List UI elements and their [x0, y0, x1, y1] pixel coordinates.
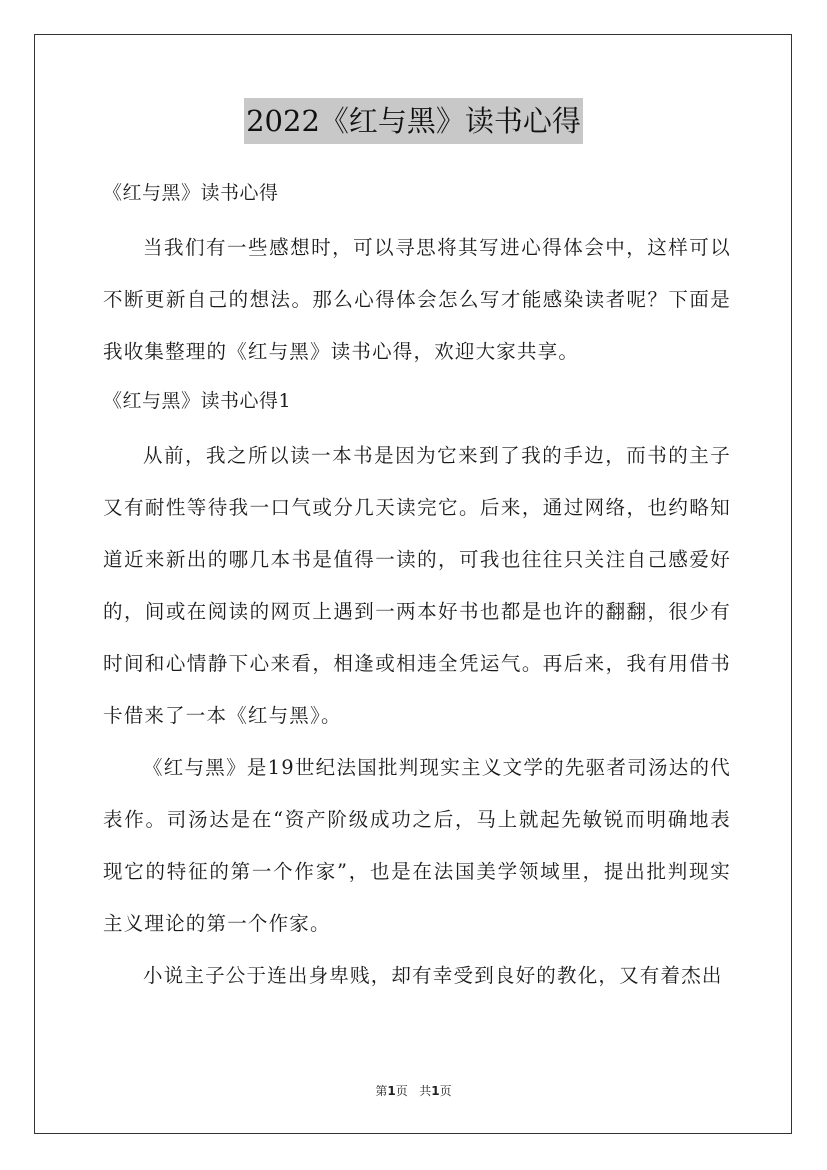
total-pages: 1: [431, 1084, 440, 1098]
page-number: 1: [387, 1084, 396, 1098]
body-paragraph: 小说主子公于连出身卑贱，却有幸受到良好的教化，又有着杰出: [143, 964, 723, 987]
document-body: [103, 170, 731, 1002]
section-heading: 《红与黑》读书心得: [103, 182, 279, 204]
section-heading-1: 《红与黑》读书心得1: [103, 390, 292, 412]
intro-paragraph: 当我们有一些感想时，可以寻思将其写进心得体会中，这样可以不断更新自己的想法。那么心得体会怎么写才能感染读者呢？下面是我收集整理的《红与黑》读书心得，欢迎大家共享。: [103, 236, 731, 363]
body-paragraph: 从前，我之所以读一本书是因为它来到了我的手边，而书的主子又有耐性等待我一口气或分几天读完它。后来，通过网络，也约略知道近来新出的哪几本书是值得一读的，可我也往往只关注自己感爱好的，间或在阅读的网页上遇到一两本好书也都是也许的翻翻，很少有时间和心情静下心来看，相逢或相违全凭运气。再后来，我有用借书卡借来了一本《红与黑》。: [103, 444, 731, 727]
page-suffix: 页: [395, 1084, 408, 1098]
total-prefix: 共: [419, 1084, 432, 1098]
page-prefix: 第: [375, 1084, 388, 1098]
title-container: [0, 98, 827, 144]
document-title: 2022《红与黑》读书心得: [244, 98, 583, 144]
body-paragraph: 《红与黑》是19世纪法国批判现实主义文学的先驱者司汤达的代表作。司汤达是在“资产阶级成功之后，马上就起先敏锐而明确地表现它的特征的第一个作家”，也是在法国美学领域里，提出批判现实主义理论的第一个作家。: [103, 756, 731, 935]
total-suffix: 页: [439, 1084, 452, 1098]
page-footer: [0, 1082, 827, 1099]
